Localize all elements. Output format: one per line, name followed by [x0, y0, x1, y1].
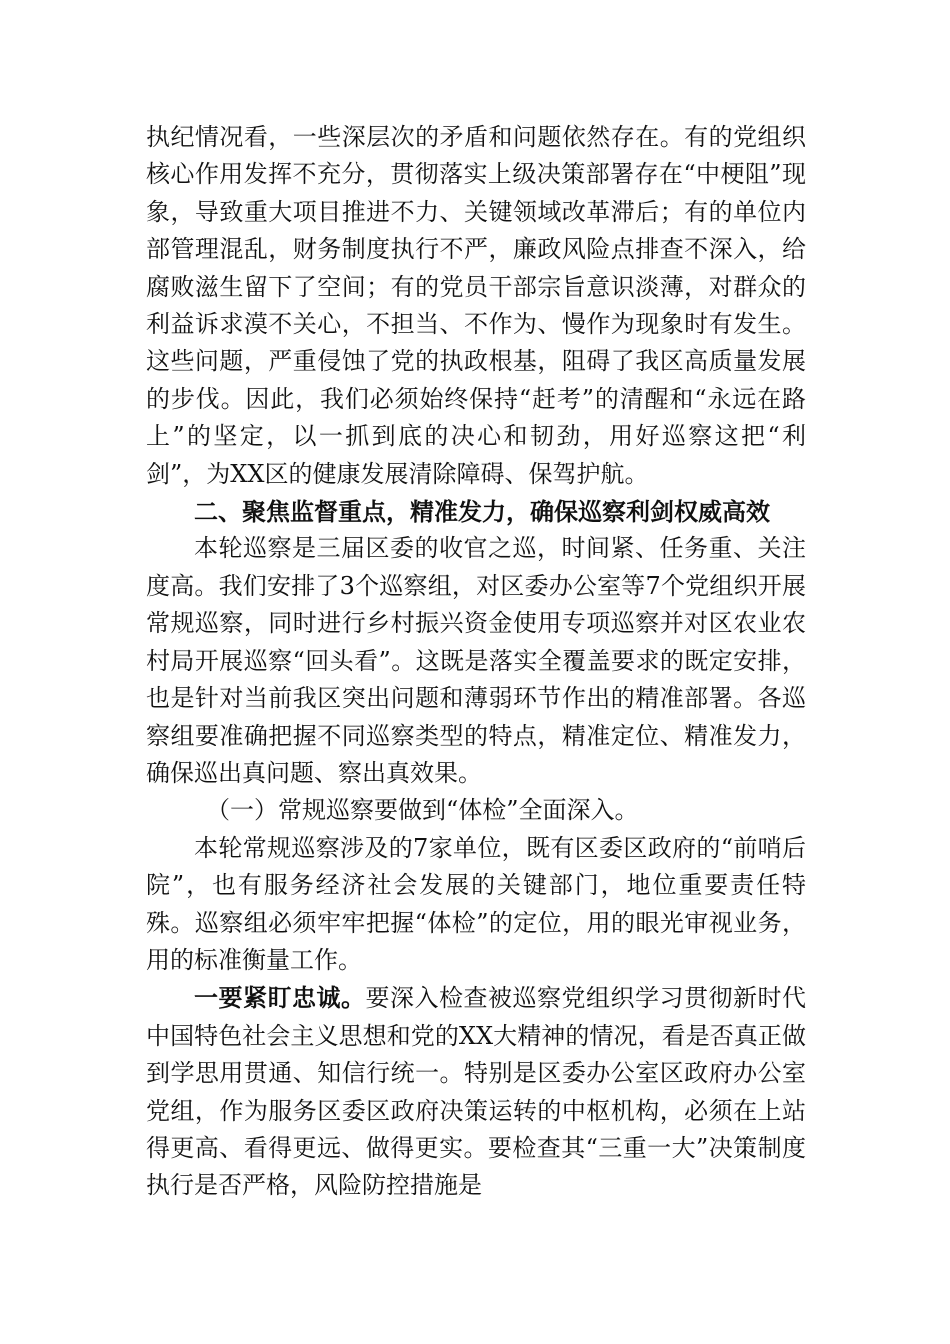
paragraph-loyalty: [146, 979, 806, 1204]
paragraph-loyalty-body: 要深入检查被巡察党组织学习贯彻新时代中国特色社会主义思想和党的XX大精神的情况，看是否真正做到学思用贯通、知信行统一。特别是区委办公室区政府办公室党组，作为服务区委区政府决策运转的中枢机构，必须在上站得更高、看得更远、做得更实。要检查其“三重一大”决策制度执行是否严格，风险防控措施是: [146, 984, 806, 1200]
subsection-heading-1: （一）常规巡察要做到“体检”全面深入。: [206, 796, 639, 825]
paragraph-inspection-arrangement: 本轮巡察是三届区委的收官之巡，时间紧、任务重、关注度高。我们安排了3个巡察组，对区委办公室等7个党组织开展常规巡察，同时进行乡村振兴资金使用专项巡察并对区农业农村局开展巡察“回头看”。这既是落实全覆盖要求的既定安排，也是针对当前我区突出问题和薄弱环节作出的精准部署。各巡察组要准确把握不同巡察类型的特点，精准定位、精准发力，确保巡出真问题、察出真效果。: [146, 534, 806, 787]
section-heading-2: 二、聚焦监督重点，精准发力，确保巡察利剑权威高效: [194, 497, 770, 527]
document-body: [146, 119, 806, 1205]
paragraph-problems: 执纪情况看，一些深层次的矛盾和问题依然存在。有的党组织核心作用发挥不充分，贯彻落实上级决策部署存在“中梗阻”现象，导致重大项目推进不力、关键领域改革滞后；有的单位内部管理混乱，财务制度执行不严，廉政风险点排查不深入，给腐败滋生留下了空间；有的党员干部宗旨意识淡薄，对群众的利益诉求漠不关心，不担当、不作为、慢作为现象时有发生。这些问题，严重侵蚀了党的执政根基，阻碍了我区高质量发展的步伐。因此，我们必须始终保持“赶考”的清醒和“永远在路上”的坚定，以一抓到底的决心和韧劲，用好巡察这把“利剑”，为XX区的健康发展清除障碍、保驾护航。: [146, 123, 806, 488]
paragraph-routine-inspection: 本轮常规巡察涉及的7家单位，既有区委区政府的“前哨后院”，也有服务经济社会发展的关键部门，地位重要责任特殊。巡察组必须牢牢把握“体检”的定位，用的眼光审视业务，用的标准衡量工作。: [146, 833, 806, 974]
paragraph-loyalty-lead: 一要紧盯忠诚。: [194, 983, 366, 1013]
